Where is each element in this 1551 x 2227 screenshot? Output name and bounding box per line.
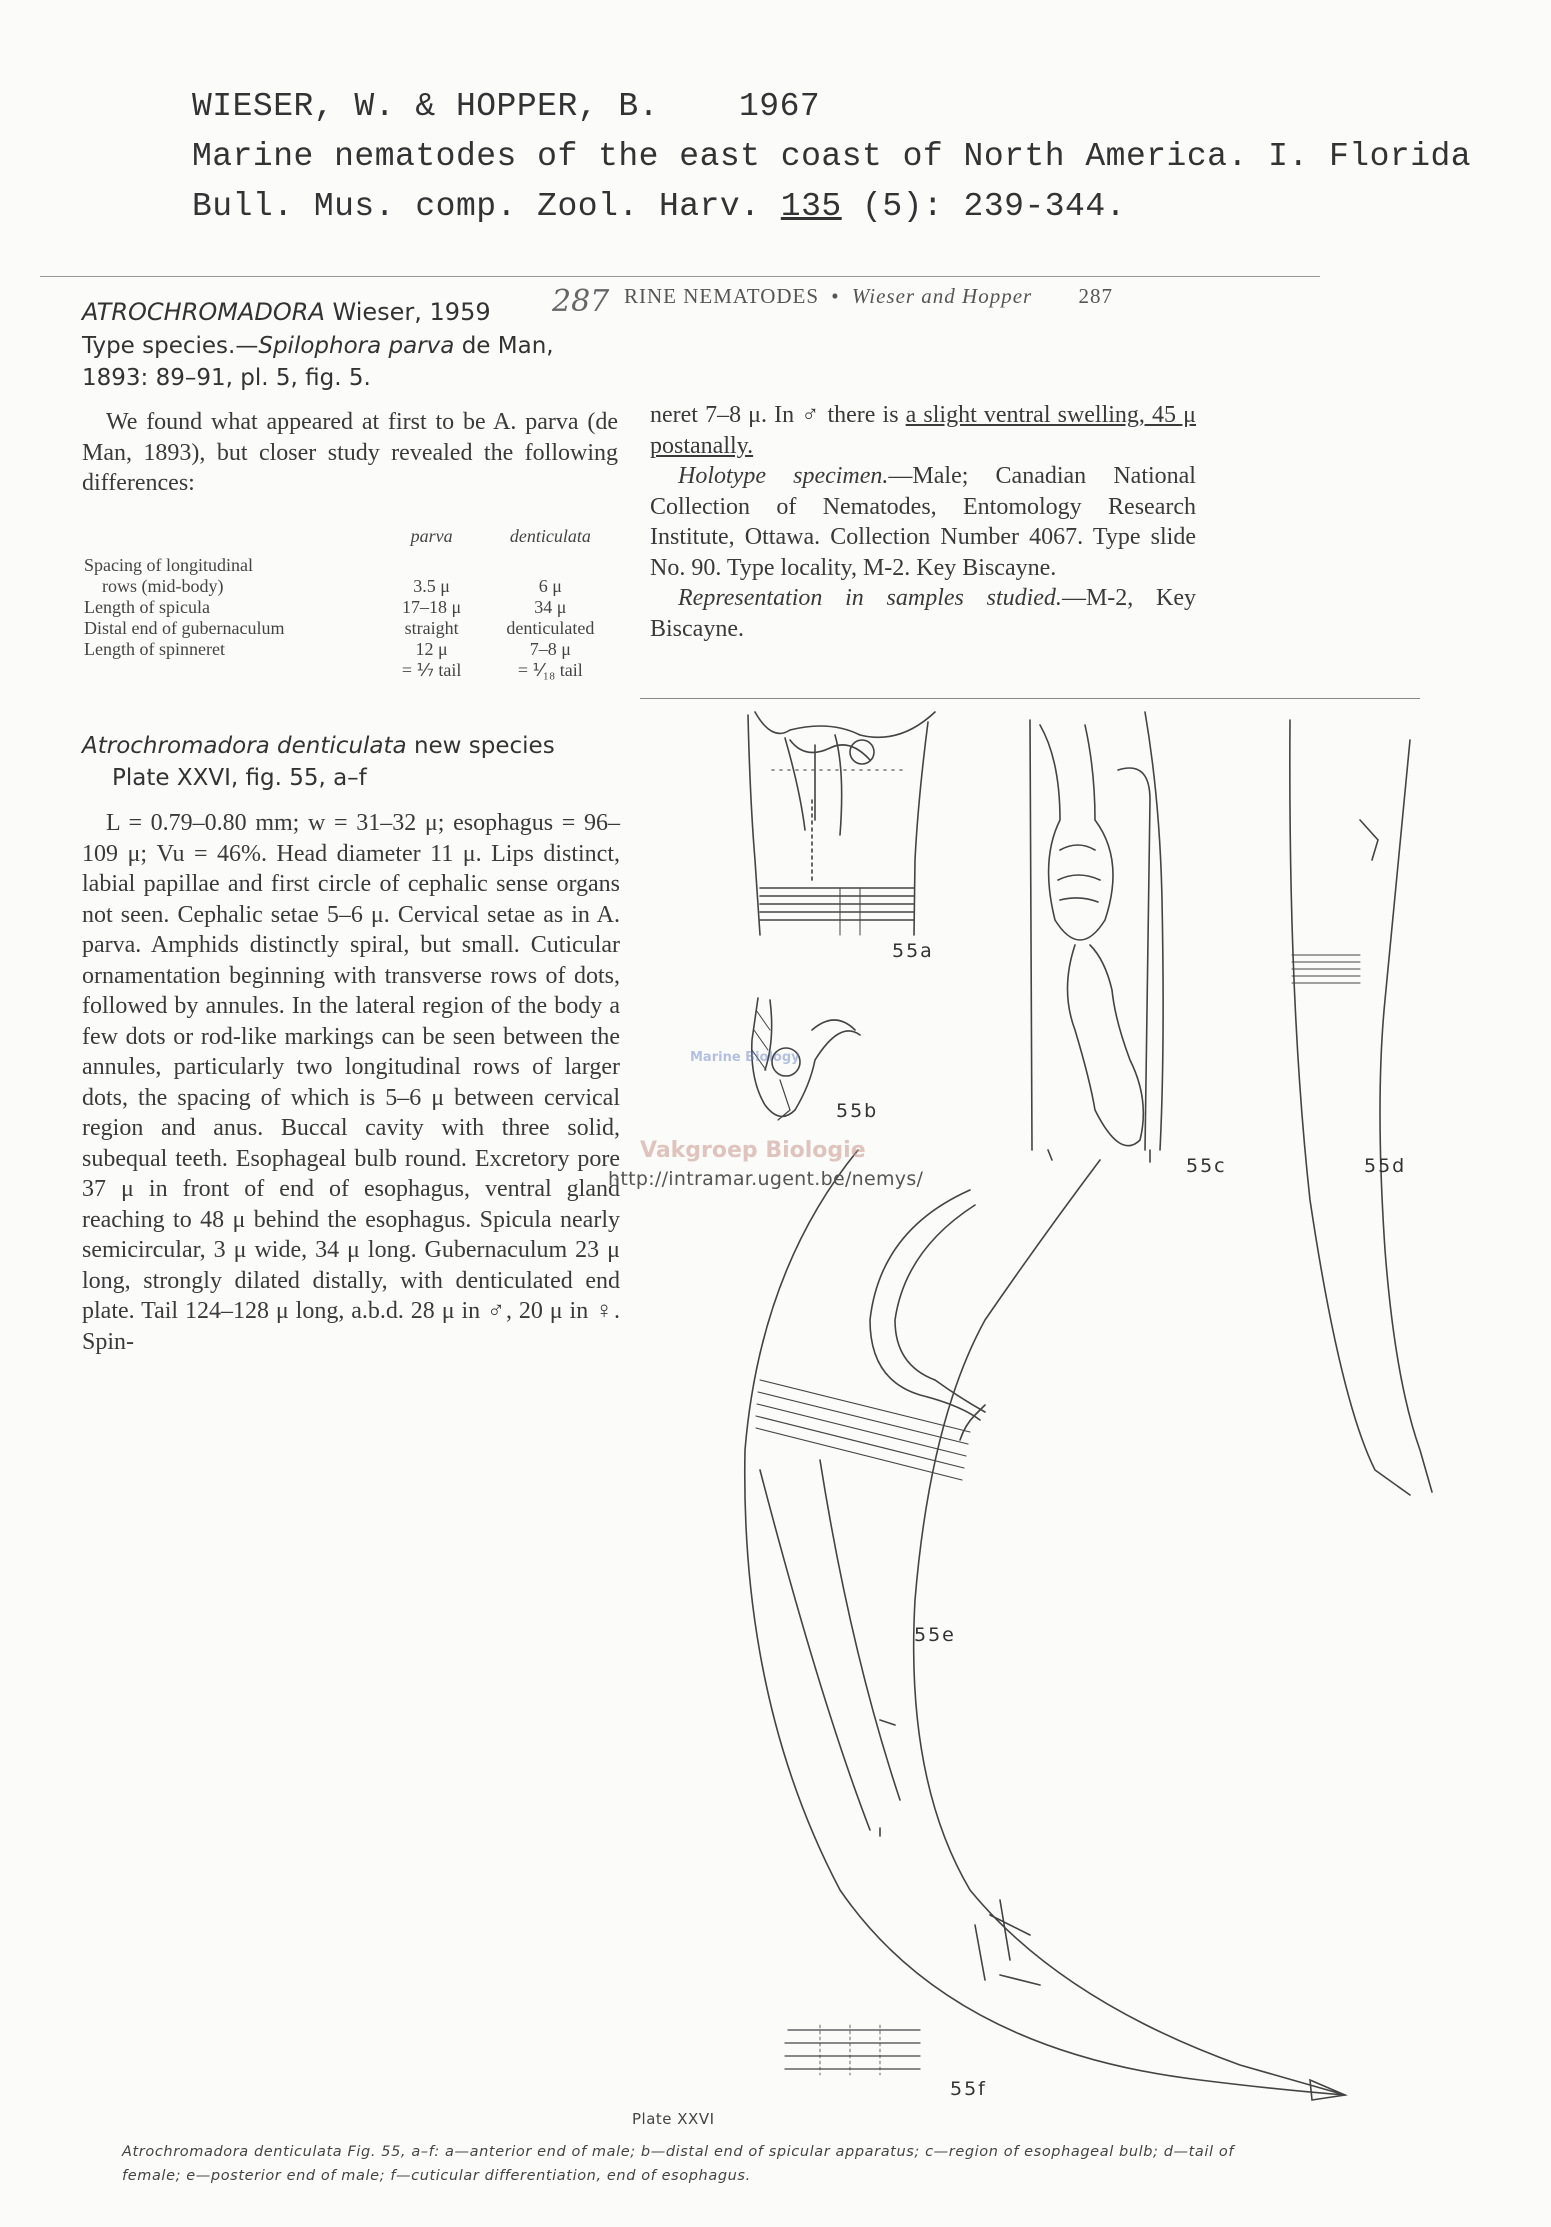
figure-label-55c: 55c <box>1186 1155 1227 1177</box>
citation-journal: Bull. Mus. comp. Zool. Harv. <box>192 188 781 225</box>
intro-paragraph: We found what appeared at first to be A. parva (de Man, 1893), but closer study revealed the following differences: <box>82 409 618 496</box>
plate-caption-text: Fig. 55, a–f: a—anterior end of male; b—distal end of spicular apparatus; c—region of esophageal bulb; d—tail of female; e—posterior end of male; f—cuticular differentiation, end of esophagus. <box>122 2144 1235 2184</box>
watermark-line2: Vakgroep Biologie <box>640 1138 866 1163</box>
table-cell: rows (mid-body) <box>102 576 224 596</box>
table-cell: 7–8 μ <box>529 639 571 659</box>
type-species-name: Spilophora parva <box>258 333 455 359</box>
table-cell: denticulated <box>506 618 595 638</box>
running-head-page: 287 <box>1078 284 1113 308</box>
table-cell: = ⅟₁₈ tail <box>517 660 583 680</box>
running-head-separator: • <box>831 284 840 308</box>
table-cell: 12 μ <box>415 639 448 659</box>
running-head-authors: Wieser and Hopper <box>851 284 1033 308</box>
citation-volume: 135 <box>780 188 842 225</box>
table-cell: Length of spinneret <box>84 639 225 659</box>
type-species-label: Type species.— <box>82 333 259 359</box>
figure-label-55b: 55b <box>836 1100 879 1122</box>
table-header-cell: denticulata <box>509 526 591 546</box>
species-status: new species <box>413 733 555 759</box>
watermark-line1: Marine Biology <box>690 1050 800 1065</box>
watermark-url: http://intramar.ugent.be/nemys/ <box>608 1168 924 1190</box>
type-species-ref: de Man, 1893: 89–91, pl. 5, fig. 5. <box>82 333 554 391</box>
citation-authors: WIESER, W. & HOPPER, B. <box>192 88 659 125</box>
figure-label-55e: 55e <box>914 1624 956 1646</box>
figure-label-55a: 55a <box>892 940 934 962</box>
table-cell: 34 μ <box>534 597 567 617</box>
figure-55c-drawing <box>1030 712 1163 1162</box>
plate-caption <box>122 2140 1262 2188</box>
table-cell: = ⅐ tail <box>401 660 462 680</box>
genus-authority: Wieser, 1959 <box>332 298 491 326</box>
figure-label-55f: 55f <box>950 2078 987 2100</box>
table-cell: 17–18 μ <box>402 597 462 617</box>
table-header-cell: parva <box>410 526 453 546</box>
running-head-title: RINE NEMATODES <box>624 284 820 308</box>
species-name: Atrochromadora denticulata <box>82 733 407 759</box>
citation-year: 1967 <box>738 88 821 125</box>
handwritten-page-number: 287 <box>552 284 610 319</box>
plate-caption-species: Atrochromadora denticulata <box>122 2144 343 2160</box>
representation-text: —M-2, Key Biscayne. <box>650 585 1196 642</box>
continuation-text: neret 7–8 μ. In ♂ there is <box>650 402 906 428</box>
genus-name: ATROCHROMADORA <box>82 298 325 326</box>
figure-55f-drawing <box>785 2025 920 2075</box>
figure-55d-drawing <box>1290 720 1432 1495</box>
table-cell: 6 μ <box>538 576 562 596</box>
figure-55a-drawing <box>748 712 935 935</box>
table-cell: Distal end of gubernaculum <box>84 618 285 638</box>
citation-issue-pages: (5): 239-344. <box>841 188 1126 225</box>
table-cell: Spacing of longitudinal <box>84 555 253 575</box>
description-paragraph: L = 0.79–0.80 mm; w = 31–32 μ; esophagus = 96–109 μ; Vu = 46%. Head diameter 11 μ. Lips distinct, labial papillae and first circle of cephalic sense organs not seen. Cephalic setae 5–6 μ. Cervical setae as in A. parva. Amphids distinctly spiral, but small. Cuticular ornamentation beginning with transverse rows of dots, followed by annules. In the lateral region of the body a few dots or rod-like markings can be seen between the annules, particularly two longitudinal rows of larger dots, the spacing of which is 5–6 μ between cervical region and anus. Buccal cavity with three solid, subequal teeth. Esophageal bulb round. Excretory pore 37 μ in front of end of esophagus, ventral gland reaching to 48 μ behind the esophagus. Spicula nearly semicircular, 3 μ wide, 34 μ long. Gubernaculum 23 μ long, strongly dilated distally, with denticulated end plate. Tail 124–128 μ long, a.b.d. 28 μ in ♂, 20 μ in ♀. Spin- <box>82 810 620 1355</box>
continuation-underlined: a slight ventral swelling, 45 μ postanally. <box>650 402 1197 459</box>
table-cell: Length of spicula <box>84 597 210 617</box>
holotype-text: —Male; Canadian National Collection of Nematodes, Entomology Research Institute, Ottawa. Collection Number 4067. Type slide No. 90. Type locality, M-2. Key Biscayne. <box>650 463 1196 581</box>
representation-label: Representation in samples studied. <box>678 585 1062 611</box>
species-plate: Plate XXVI, fig. 55, a–f <box>112 765 367 791</box>
holotype-label: Holotype specimen. <box>678 463 889 489</box>
citation-title: Marine nematodes of the east coast of North America. I. Florida <box>192 138 1472 175</box>
figure-label-55d: 55d <box>1364 1155 1407 1177</box>
table-cell: 3.5 μ <box>413 576 450 596</box>
figure-55e-drawing <box>745 1150 1345 2100</box>
table-cell: straight <box>404 618 459 638</box>
plate-caption-title: Plate XXVI <box>632 2110 715 2128</box>
